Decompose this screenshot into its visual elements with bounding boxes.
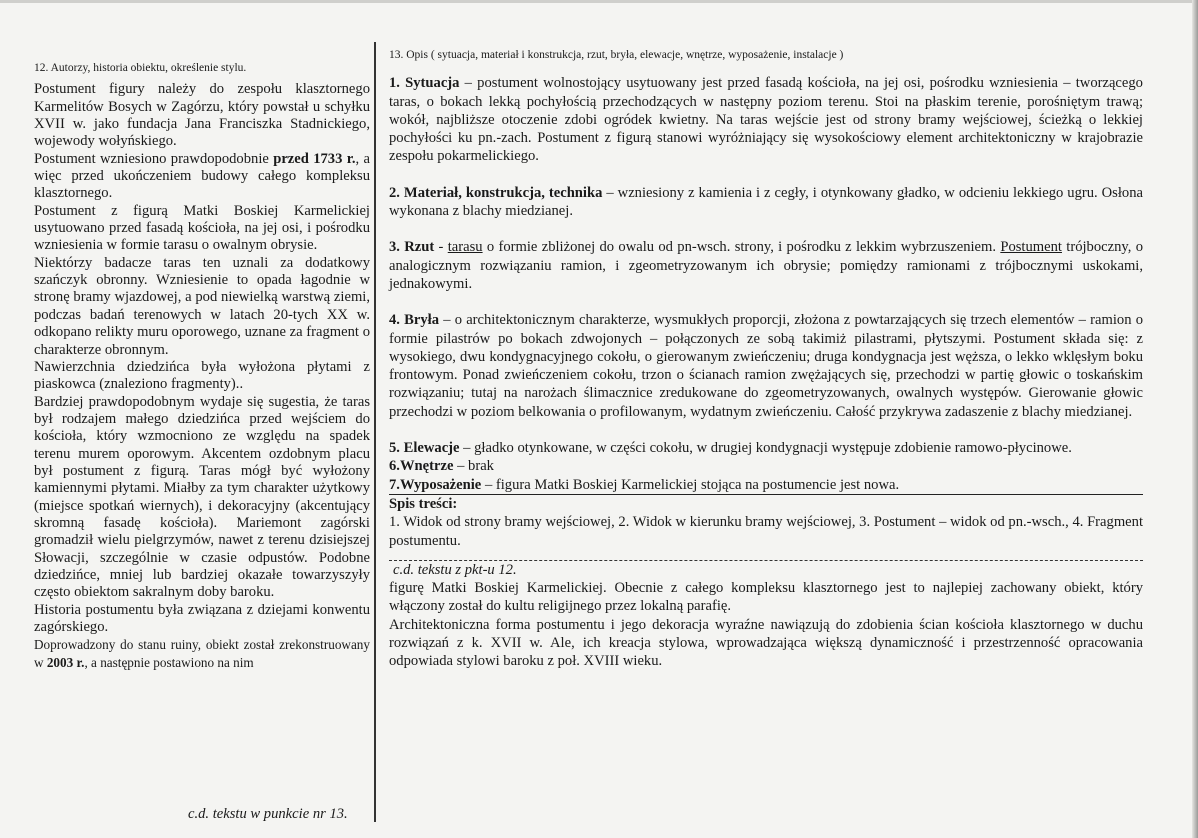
date-bold: przed 1733 r.	[273, 150, 356, 167]
section-title: 6.Wnętrze	[389, 458, 454, 475]
paragraph	[34, 81, 370, 150]
section-title: 7.Wyposażenie	[389, 476, 482, 493]
paragraph	[34, 255, 370, 359]
paragraph-text: Postument z figurą Matki Boskiej Karmelickiej usytuowano przed fasadą kościoła, na jej osi, i pośrodku wzniesienia w formie tarasu o owalnym obrysie.	[34, 202, 370, 254]
right-column	[389, 46, 1143, 671]
section-text: – gładko otynkowane, w części cokołu, w drugiej kondygnacji występuje zdobienie ramowo-płycinowe.	[459, 440, 1072, 457]
paragraph	[34, 636, 370, 671]
scan-top-edge	[0, 0, 1198, 3]
section-title: Spis treści:	[389, 495, 458, 512]
section-title: 2. Materiał, konstrukcja, technika	[389, 184, 603, 201]
date-bold: 2003 r.	[46, 654, 85, 670]
section-12-header: 12. Autorzy, historia obiektu, określenie stylu.	[34, 62, 247, 74]
contents-title	[389, 495, 1143, 513]
form-section	[389, 311, 1143, 421]
section-title: 4. Bryła	[389, 312, 440, 329]
section-text: – figura Matki Boskiej Karmelickiej stojąca na postumencie jest nowa.	[481, 476, 900, 493]
contents-text: 1. Widok od strony bramy wejściowej, 2. Widok w kierunku bramy wejściowej, 3. Postument – widok od pn.-wsch., 4. Fragment postumentu.	[389, 514, 1143, 549]
section-text: – brak	[453, 458, 494, 475]
section-text: trójboczny, o analogicznym rozwiązaniu ramion, i zgeometryzowanym ich obrysie; pomiędzy ramionami z trójbocznymi uskokami, jednakowymi.	[389, 239, 1143, 292]
continuation-paragraph: Architektoniczna forma postumentu i jego dekoracja wyraźne nawiązują do zdobienia ścian kościoła klasztornego w duchu rozwiązań z k. XVII w. Ale, ich kreacja stylowa, wprowadzająca większą dynamiczność i przestrzenność opracowania odpowiada stylowi baroku z poł. XVIII wieku.	[389, 616, 1143, 670]
interior-section	[389, 457, 1143, 475]
paragraph-text: , a więc przed ukończeniem budowy całego kompleksu klasztornego.	[34, 150, 370, 202]
paragraph	[34, 151, 370, 203]
section-text: – o architektonicznym charakterze, wysmukłych proporcji, złożona z powtarzających się trzech elementów – ramion o formie pilastrów po bokach zdwojonych – połączonych ze sobą takimiż pilastrami, płytszymi. Postument składa się: z wysokiego, dwu kondygnacyjnego cokołu, o gierowanym zwieńczeniu; druga kondygnacja jest węższa, o lekko wklęsłym boku frontowym. Ponad zwieńczeniem cokołu, trzon o ścianach ramion zwężających się, przechodzi w partię głowic o toskańskim rozwiązaniu; tutaj na narożach ślimacznice zredukowane do zgeometryzowanych, owalnych występów. Gierowanie głowic przechodzi w poziom belkowania o profilowanym, wydatnym zwieńczeniu. Całość przykrywa zadaszenie z blachy miedzianej.	[389, 312, 1143, 420]
paragraph-text: Nawierzchnia dziedzińca była wyłożona płytami z piaskowca (znaleziono fragmenty)..	[34, 358, 370, 393]
paragraph-text: Postument figury należy do zespołu klasztornego Karmelitów Bosych w Zagórzu, który powstał u schyłku XVII w. jako fundacja Jana Franciszka Stadnickiego, wojewody wołyńskiego.	[34, 81, 370, 150]
section-title: 3. Rzut	[389, 239, 435, 256]
furnishing-section	[389, 476, 1143, 495]
section-text: – postument wolnostojący usytuowany jest przed fasadą kościoła, na jej osi, pośrodku wzniesienia – tworzącego taras, o bokach lekką pochyłością przechodzących w następny poziom terenu. Stoi na płaskim terenie, porośniętym trawą; wokół, najbliższe otoczenie zdobi ogródek kwietny. Na taras wejście jest od strony bramy wejściowej, ścieżką o lekkiej pochyłości ku pn.-zach. Postument z figurą stanowi wyróżniający się wysokościowy element architektoniczny w krajobrazie zespołu pokarmelickiego.	[389, 75, 1143, 165]
underlined-term: Postument	[1000, 239, 1062, 256]
paragraph	[34, 359, 370, 394]
paragraph	[34, 203, 370, 255]
underlined-term: tarasu	[447, 239, 483, 256]
paragraph	[34, 394, 370, 602]
section-text: -	[434, 239, 448, 256]
section-title: 1. Sytuacja	[389, 75, 460, 92]
paragraph-text: Postument wzniesiono prawdopodobnie	[34, 150, 274, 167]
scan-right-edge	[1192, 0, 1198, 838]
continuation-paragraph: figurę Matki Boskiej Karmelickiej. Obecnie z całego kompleksu klasztornego jest to najlepiej zachowany obiekt, który włączony został do kultu religijnego przez lokalną parafię.	[389, 580, 1143, 615]
paragraph-text: Doprowadzony do stanu ruiny, obiekt został zrekonstruowany w	[34, 637, 370, 670]
paragraph-text: Historia postumentu była związana z dziejami konwentu zagórskiego.	[34, 601, 370, 635]
section-text: o formie zbliżonej do owalu od pn-wsch. strony, i pośrodku z lekkim wybrzuszeniem.	[482, 239, 1001, 256]
column-divider	[374, 42, 376, 822]
paragraph-text: , a następnie postawiono na nim	[84, 654, 254, 670]
continuation-title: c.d. tekstu z pkt-u 12.	[393, 561, 517, 578]
section-13-header: 13. Opis ( sytuacja, materiał i konstrukcja, rzut, bryła, elewacje, wnętrze, wyposażenie, instalacje )	[389, 49, 844, 61]
elevations-section	[389, 439, 1143, 457]
paragraph-text: Bardziej prawdopodobnym wydaje się sugestia, że taras był rodzajem małego dziedzińca przed wejściem do kościoła, który wzmocniono ze względu na spadek terenu murem oporowym. Akcentem ozdobnym placu był postument z figurą. Taras mógł być wyłożony kamiennymi płytami. Miałby za tym charakter użytkowy (miejsce spotkań wiernych), i dekoracyjny (akcentujący skromną fasadę kościoła). Mariemont zagórski gromadził wielu pielgrzymów, nawet z terenu dzisiejszej Słowacji, szczególnie w czasie odpustów. Podobne dziedzińce, mniej lub bardziej okazałe towarzyszyły często obiektom sakralnym doby baroku.	[34, 393, 370, 601]
continuation-note: c.d. tekstu w punkcie nr 13.	[188, 806, 348, 822]
paragraph-text: Niektórzy badacze taras ten uznali za dodatkowy szańczyk obronny. Wzniesienie to opada łagodnie w stronę bramy wjazdowej, a pod niewielką warstwą ziemi, podczas badań terenowych w latach 20-tych XX w. odkopano relikty muru oporowego, uznane za fragment o charakterze obronnym.	[34, 254, 370, 358]
paragraph	[34, 602, 370, 637]
left-column	[34, 60, 370, 671]
situation-section	[389, 74, 1143, 165]
section-title: 5. Elewacje	[389, 440, 460, 457]
plan-section	[389, 238, 1143, 293]
material-section	[389, 184, 1143, 221]
section-text: – wzniesiony z kamienia i z cegły, i otynkowany gładko, w odcieniu lekkiego ugru. Osłona wykonana z blachy miedzianej.	[389, 184, 1143, 220]
